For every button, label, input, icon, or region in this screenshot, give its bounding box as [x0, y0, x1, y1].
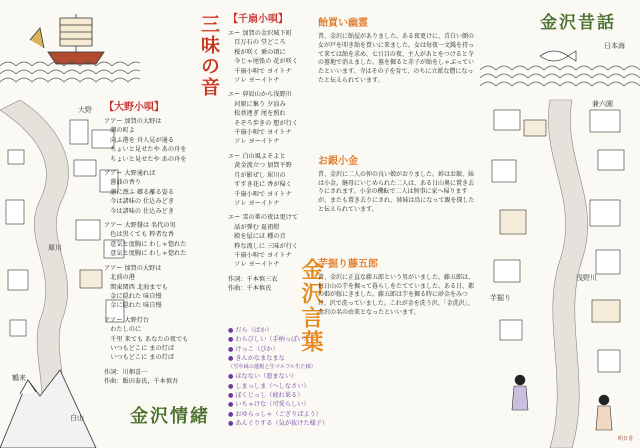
oono-verse-2: アアー 大野通れば 醤油の香り 潮に漂ふ 郷る離る姿る 今は諸味の 仕込みどき 今は諸味の 仕込みどき	[104, 170, 175, 215]
oono-verse-3: アアー 大野醤は 名代の男 色は黒くても 粋者な香 意気と度胸に わしゃ惚れた 意気と度胸に わしゃ惚れた	[104, 222, 187, 258]
senju-verse-4: エー 雪の峯の夜は更けて 話が弾む 夏祖燈 殿を屋にほ 種の音 粋な流しに 三味が行く 千扇小唄で ヨイトナ ソレ ヨーイトナ	[228, 214, 299, 269]
oono-verse-1: アアー 加賀の大野は 潮の町よ 向ふ港を 舟人見が通る ちょいと見せたや あの舟を ちょいと見せたや あの舟を	[104, 118, 187, 163]
kotoba-item: ● あんぐりする（気が抜けた様子）	[228, 419, 329, 427]
kotoba-item: ● いちゃけな（可愛らしい）	[228, 401, 310, 409]
ship-icon	[30, 14, 104, 64]
map-label-saigawa: 犀川	[48, 244, 62, 252]
stories-column	[318, 14, 478, 322]
map-label-asanogawa: 浅野川	[576, 274, 597, 282]
kotoba-item: ● だら（ばか）	[228, 327, 273, 334]
kotoba-item-note: （雪中縁の蓮根と生マルフル生た様）	[228, 364, 316, 371]
senju-credit-music: 作曲：千本慎氏	[228, 285, 272, 293]
map-label-hakusan: 白山	[70, 414, 84, 422]
title-kanazawa-mukashibanashi: 金沢昔話	[540, 13, 616, 33]
kotoba-item: ● ぼくじっし（疲れ果る）	[228, 392, 304, 400]
kotoba-item: ● わらびしい（手柄っぽい）	[228, 336, 310, 344]
kotoba-item: ● きんかなまなまな	[228, 354, 285, 362]
oono-kouta-section	[104, 98, 202, 387]
story-title-imohori: 芋掘り藤五郎	[318, 258, 378, 270]
oono-verse-5: アアー 大野灯台 わたしのに 千里 来ても あなたの夜でも いつもどこに まの灯ば いつもどこに まの灯ば	[104, 316, 189, 362]
story-text-imohori: 昔、金沢に正直な藤五郎という男がいました。藤五郎は、毎日山の芋を掘って暮らしをたてていました。ある日、都の姫が嫁にきました。藤五郎は芋を掘る時に砂金をみつけ、沢で洗っていました。これが金を洗う沢、「金洗沢」、金沢の名の由来となったといいます。	[318, 273, 475, 316]
fish-icon	[540, 51, 576, 61]
kotoba-item: ● ほなない（悪まない）	[228, 373, 298, 381]
oono-credit-lyrics: 作詞：川畑喜一	[104, 368, 148, 376]
story-title-amekai: 飴買い幽霊	[318, 18, 368, 29]
title-shamisen: 三味の音	[198, 14, 220, 98]
story-text-ogin: 昔、金沢に二人の仲の良い娘がおりました。姉はお銀、妹は小金。継母にいじめられた二人は、ある日山奥に置き去りにされます。小金の機転で二人は無事に家へ帰りますが、またも置き去りにされ、姉妹は鳥になって親を探したと伝えられています。	[318, 170, 475, 213]
senju-kouta-section	[228, 10, 314, 294]
oono-verse-4: アアー 加賀の大野は 北前の港 関東関西 北海までも 金に隠れた 味自慢 金に隠れた 味自慢	[104, 264, 168, 310]
story-text-amekai: 昔、金沢に飴屋がありました。ある夜更けに、青白い顔の女が戸を叩き飴を買いに来ました。女は毎夜一文銭を持って来ては飴を求め、七日目の夜、主人があとをつけると寺の墓地で消えました。墓を掘ると赤子が飴をしゃぶっていたといいます。寺はその子を育て、のちに立派な僧になったと伝えられています。	[318, 33, 475, 84]
map-label-nihonkai: 日本海	[604, 42, 625, 50]
title-kanazawa-kotoba: 金沢言葉	[298, 258, 324, 354]
senju-verse-3: エー 白山風よそよと 黄金流立つ 加賀平野 月が影ぜし 犀川の すすき花に 香が帰く 千扇小唄で ヨイトナ ソレ ヨーイトナ	[228, 152, 292, 207]
map-label-imohori: 芋掘り	[490, 294, 511, 302]
kotoba-item: ● けっこ（ぴか）	[228, 345, 279, 353]
map-label-oono: 大野	[78, 106, 92, 114]
senju-verse-2: エー 卯辰山から浅野川 河原に集う 夕涼み 松並連ぎ 尾を照れ そぞろ歩きの 想が行く 千扇小唄で ヨイトナ ソレ ヨーイトナ	[228, 91, 299, 146]
oono-credit-music: 作曲：飯田泰氏，千本慎吾	[104, 378, 179, 386]
senju-credit-lyrics: 作詞：千本慎三衣	[228, 275, 278, 283]
senju-kouta-heading: 【千扇小唄】	[228, 14, 288, 25]
author-stamp: 明日香	[618, 436, 634, 442]
senju-verse-1: エー 加賀の金沢城下町 百万石の 堂どころ 桜が咲く 乗の頃に 今じゃ尾張の 花が咲く 千扇小唄で ヨイトナ ソレ ヨーイトナ	[228, 30, 299, 85]
map-label-kenrokuen: 兼六園	[592, 100, 613, 108]
story-title-ogin: お銀小金	[318, 155, 358, 167]
kotoba-item: ● しまっしま（へしなさい）	[228, 382, 310, 390]
right-illustration	[480, 0, 640, 448]
kotoba-list	[228, 326, 328, 428]
kotoba-item: ● おゆらっしゃ（ござりばよう）	[228, 410, 322, 418]
oono-kouta-heading: 【大野小唄】	[104, 102, 164, 113]
map-label-tsurugi: 鶴来	[12, 374, 26, 382]
title-kanazawa-jocho: 金沢情緒	[130, 406, 210, 427]
